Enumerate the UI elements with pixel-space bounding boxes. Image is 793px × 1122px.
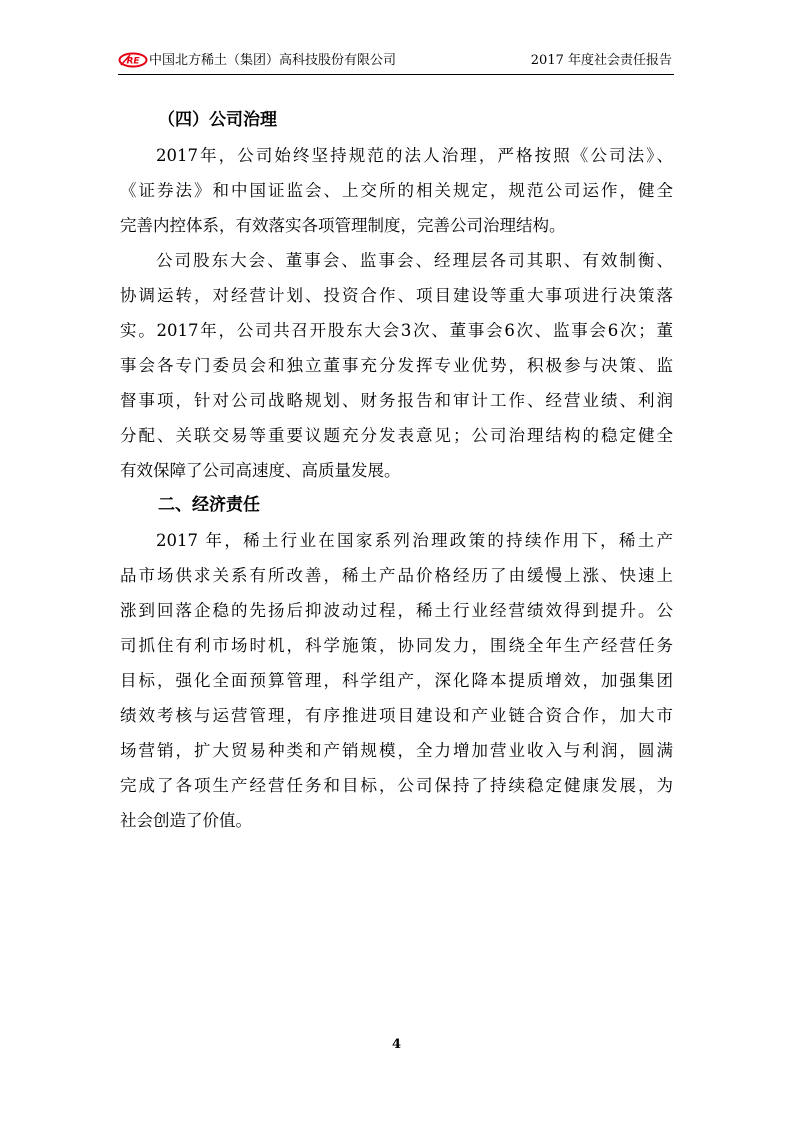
text-line: 事会各专门委员会和独立董事充分发挥专业优势，积极参与决策、监 [120,356,673,375]
text-line: 协调运转，对经营计划、投资合作、项目建设等重大事项进行决策落 [120,286,673,305]
paragraph [120,523,673,838]
paragraph [120,243,673,488]
logo-text: RE [126,56,140,67]
text-line: 目标，强化全面预算管理，科学组产，深化降本提质增效，加强集团 [120,671,673,690]
text-line: 涨到回落企稳的先扬后抑波动过程，稀土行业经营绩效得到提升。公 [120,601,673,620]
text-line: 完善内控体系，有效落实各项管理制度，完善公司治理结构。 [120,216,566,235]
company-name: 中国北方稀土（集团）高科技股份有限公司 [149,53,397,68]
paragraph [120,138,673,243]
text-line: 公司股东大会、董事会、监事会、经理层各司其职、有效制衡、 [156,251,673,270]
text-line: 完成了各项生产经营任务和目标，公司保持了持续稳定健康发展，为 [120,776,673,795]
document-body [120,103,673,838]
text-line: 司抓住有利市场时机，科学施策，协同发力，围绕全年生产经营任务 [120,636,673,655]
company-logo-icon [118,52,148,68]
text-line: 品市场供求关系有所改善，稀土产品价格经历了由缓慢上涨、快速上 [120,566,673,585]
page-number: 4 [391,1037,402,1052]
text-line: 督事项，针对公司战略规划、财务报告和审计工作、经营业绩、利润 [120,391,673,410]
page-header [118,52,674,75]
text-line: 有效保障了公司高速度、高质量发展。 [120,461,401,480]
text-line: 社会创造了价值。 [120,811,252,830]
text-line: 《证券法》和中国证监会、上交所的相关规定，规范公司运作，健全 [120,181,673,200]
section-heading-corporate-governance: （四）公司治理 [158,110,277,130]
report-title: 2017 年度社会责任报告 [530,53,672,68]
section-heading-economic-responsibility: 二、经济责任 [158,495,260,515]
text-line: 2017年，公司始终坚持规范的法人治理，严格按照《公司法》、 [156,146,673,165]
text-line: 场营销，扩大贸易种类和产销规模，全力增加营业收入与利润，圆满 [120,741,673,760]
text-line: 分配、关联交易等重要议题充分发表意见；公司治理结构的稳定健全 [120,426,673,445]
text-line: 实。2017年，公司共召开股东大会3次、董事会6次、监事会6次；董 [120,321,673,340]
text-line: 2017 年，稀土行业在国家系列治理政策的持续作用下，稀土产 [156,531,673,550]
text-line: 绩效考核与运营管理，有序推进项目建设和产业链合资合作，加大市 [120,706,673,725]
